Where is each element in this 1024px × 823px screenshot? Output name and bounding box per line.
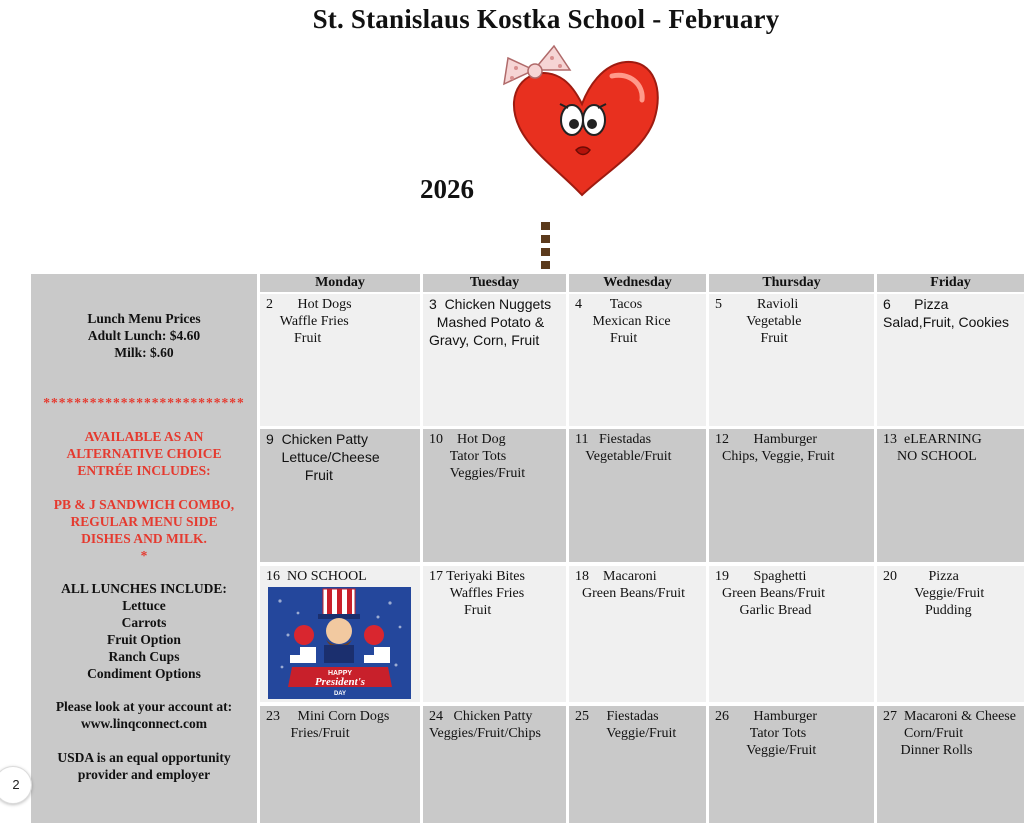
page-title: St. Stanislaus Kostka School - February <box>312 4 780 34</box>
day-cell: 17 Teriyaki Bites Waffles Fries Fruit <box>423 566 566 702</box>
account-note: Please look at your account at: <box>55 699 233 714</box>
banner-presidents-text: President's <box>314 676 366 688</box>
page-number-badge[interactable]: 2 <box>0 766 32 804</box>
day-cell: 4 Tacos Mexican Rice Fruit <box>569 294 706 426</box>
usda-note: provider and employer <box>77 767 211 782</box>
day-cell: 5 Ravioli Vegetable Fruit <box>709 294 874 426</box>
day-cell: 19 Spaghetti Green Beans/Fruit Garlic Bread <box>709 566 874 702</box>
day-cell: 2 Hot Dogs Waffle Fries Fruit <box>260 294 420 426</box>
heart-mascot-icon <box>494 40 664 200</box>
day-cell: 25 Fiestadas Veggie/Fruit <box>569 706 706 823</box>
day-cell: 26 Hamburger Tator Tots Veggie/Fruit <box>709 706 874 823</box>
include-item: Lettuce <box>122 598 166 613</box>
day-header-friday: Friday <box>877 274 1024 292</box>
pbj-line: REGULAR MENU SIDE <box>70 514 218 529</box>
alt-choice-line: ENTRÉE INCLUDES: <box>77 463 211 478</box>
presidents-day-image <box>268 587 411 699</box>
day-cell: 13 eLEARNING NO SCHOOL <box>877 429 1024 562</box>
day-cell: 27 Macaroni & Cheese Corn/Fruit Dinner Rolls <box>877 706 1024 823</box>
day-cell: 16 NO SCHOOL <box>260 566 420 702</box>
day-header-thursday: Thursday <box>709 274 874 292</box>
decorative-dots <box>541 222 551 274</box>
year-label: 2026 <box>420 174 474 204</box>
banner-happy-text: HAPPY <box>327 670 353 677</box>
day-cell: 24 Chicken Patty Veggies/Fruit/Chips <box>423 706 566 823</box>
include-item: Fruit Option <box>107 632 181 647</box>
day-cell: 18 Macaroni Green Beans/Fruit <box>569 566 706 702</box>
day-header-wednesday: Wednesday <box>569 274 706 292</box>
alt-choice-line: ALTERNATIVE CHOICE <box>66 446 222 461</box>
day-cell <box>423 294 566 426</box>
day-cell-text: 9 Chicken Patty Lettuce/Cheese Fruit <box>266 431 380 483</box>
usda-note: USDA is an equal opportunity <box>57 750 231 765</box>
alt-choice-line: AVAILABLE AS AN <box>84 429 204 444</box>
day-cell: 20 Pizza Veggie/Fruit Pudding <box>877 566 1024 702</box>
prices-title: Lunch Menu Prices <box>87 311 201 326</box>
include-item: Condiment Options <box>87 666 201 681</box>
day-header-tuesday: Tuesday <box>423 274 566 292</box>
day-cell-text: 3 Chicken Nuggets Mashed Potato & Gravy, Corn, Fruit <box>429 296 552 348</box>
day-cell <box>877 294 1024 426</box>
day-header-monday: Monday <box>260 274 420 292</box>
day-cell <box>260 429 420 562</box>
day-cell: 12 Hamburger Chips, Veggie, Fruit <box>709 429 874 562</box>
pbj-line: PB & J SANDWICH COMBO, <box>53 497 235 512</box>
sidebar-info-panel <box>31 274 257 823</box>
day-cell: 23 Mini Corn Dogs Fries/Fruit <box>260 706 420 823</box>
stars-divider: ************************** <box>43 395 245 410</box>
milk-price: Milk: $.60 <box>114 345 174 360</box>
include-item: Carrots <box>121 615 167 630</box>
pbj-line: DISHES AND MILK. <box>81 531 207 546</box>
asterisk: * <box>140 548 148 563</box>
account-link[interactable]: www.linqconnect.com <box>81 716 207 731</box>
day-cell: 10 Hot Dog Tator Tots Veggies/Fruit <box>423 429 566 562</box>
include-item: Ranch Cups <box>108 649 180 664</box>
banner-day-text: DAY <box>333 691 347 697</box>
day-cell: 11 Fiestadas Vegetable/Fruit <box>569 429 706 562</box>
all-lunches-title: ALL LUNCHES INCLUDE: <box>61 581 227 596</box>
day-cell-text: 6 Pizza Salad,Fruit, Cookies <box>883 296 1010 330</box>
adult-lunch-price: Adult Lunch: $4.60 <box>87 328 201 343</box>
